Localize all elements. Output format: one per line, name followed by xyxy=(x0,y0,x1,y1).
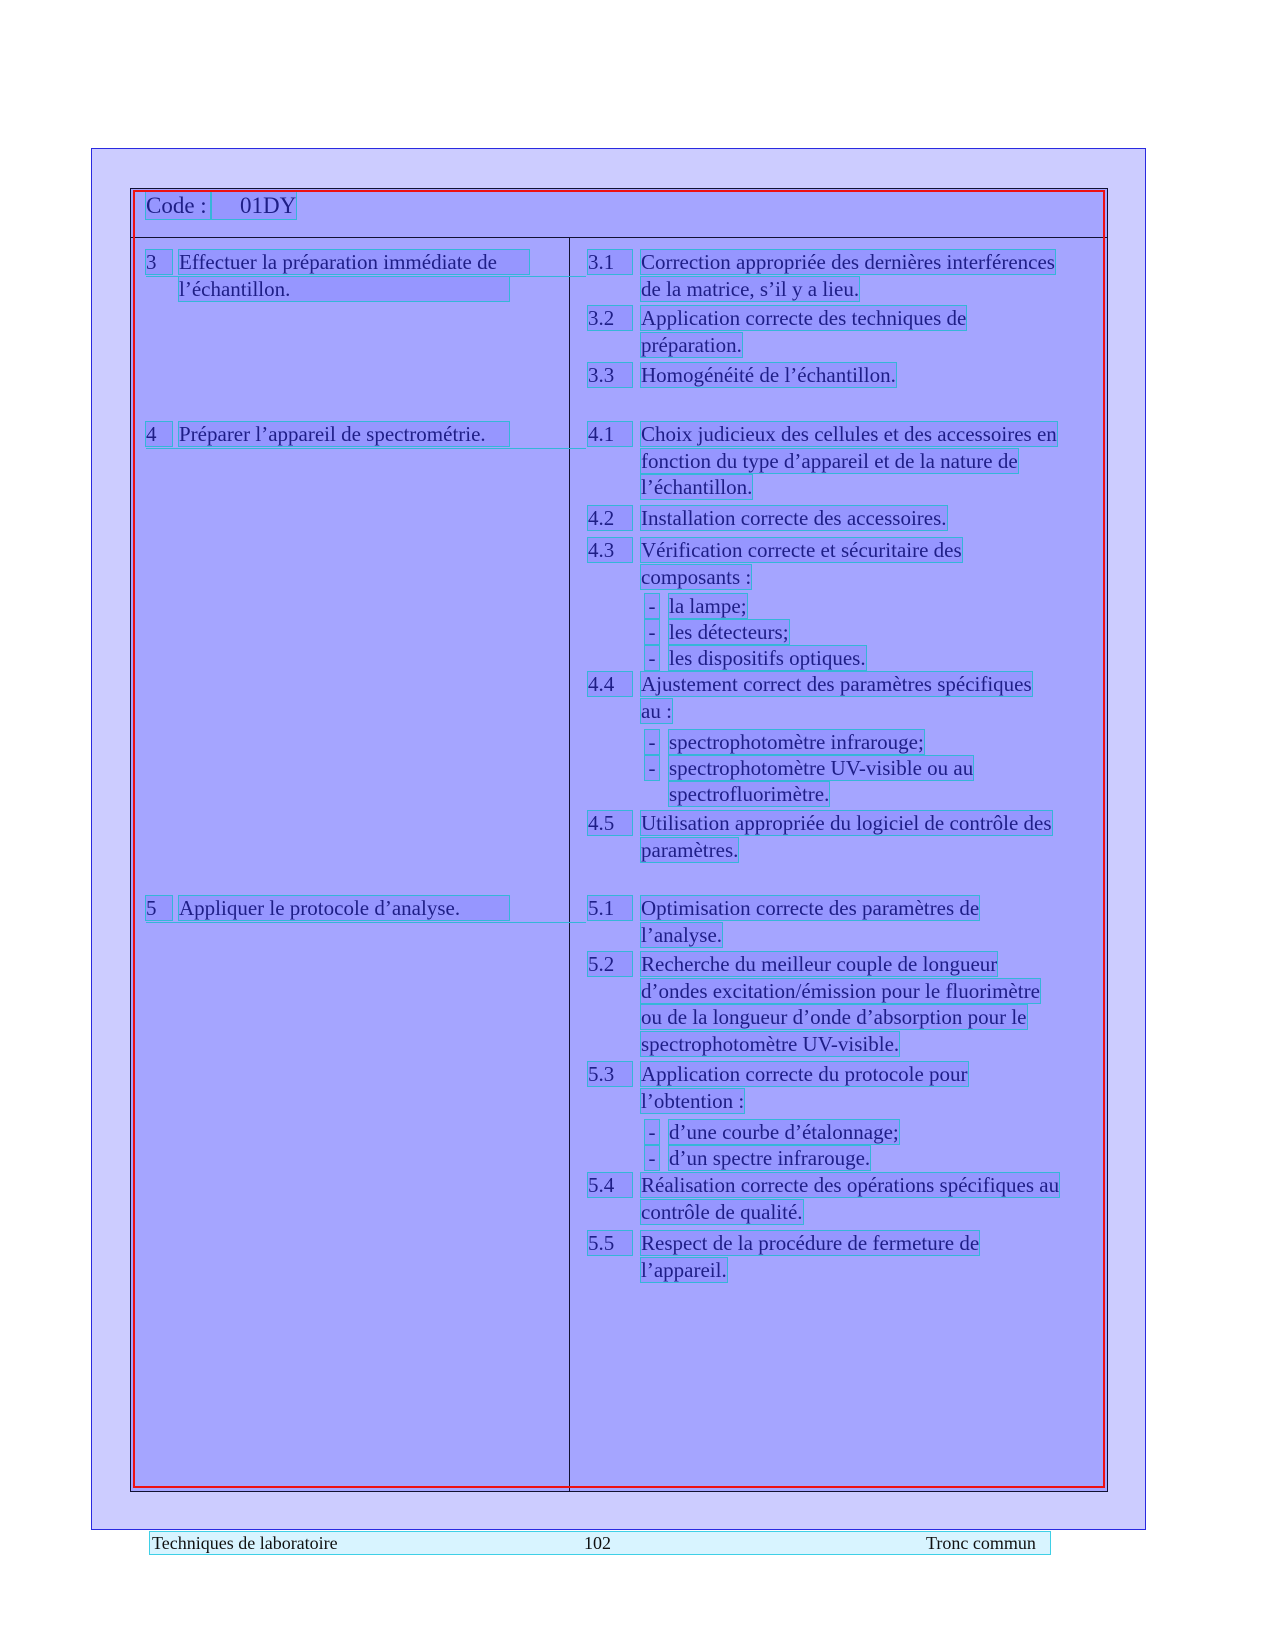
criterion-text-line: l’obtention : xyxy=(641,1088,745,1113)
section-title-line: Préparer l’appareil de spectrométrie. xyxy=(179,422,509,446)
criterion-text-line: préparation. xyxy=(641,332,742,357)
section-title-line: l’échantillon. xyxy=(179,277,509,301)
criterion-number: 4.5 xyxy=(588,811,632,835)
criterion-text-line: Homogénéité de l’échantillon. xyxy=(641,363,896,387)
criterion-text-line: Application correcte des techniques de xyxy=(641,306,967,330)
criterion-number: 5.5 xyxy=(588,1231,632,1255)
criterion-number: 5.3 xyxy=(588,1062,632,1086)
criterion-text-line: Respect de la procédure de fermeture de xyxy=(641,1231,980,1255)
bullet-text-line: la lampe; xyxy=(669,594,747,618)
criterion-text-line: spectrophotomètre UV-visible. xyxy=(641,1031,900,1056)
criterion-text-line: l’appareil. xyxy=(641,1257,727,1282)
criterion-number: 4.3 xyxy=(588,538,632,562)
criterion-text-line: Vérification correcte et sécuritaire des xyxy=(641,538,962,562)
row-guide-line xyxy=(146,276,586,277)
bullet-marker: - xyxy=(645,1120,659,1144)
bullet-marker: - xyxy=(645,756,659,780)
criterion-text-line: Utilisation appropriée du logiciel de contrôle des xyxy=(641,811,1052,835)
criterion-text-line: Optimisation correcte des paramètres de xyxy=(641,896,980,920)
code-value: 01DY xyxy=(212,192,296,219)
section-title-line: Effectuer la préparation immédiate de xyxy=(179,250,529,274)
bullet-marker: - xyxy=(645,1146,659,1170)
criterion-text-line: d’ondes excitation/émission pour le fluorimètre xyxy=(641,978,1040,1003)
criterion-text-line: Choix judicieux des cellules et des accessoires en xyxy=(641,422,1057,446)
criterion-text-line: Ajustement correct des paramètres spécifiques xyxy=(641,672,1032,696)
column-divider xyxy=(569,238,570,1491)
criterion-number: 3.3 xyxy=(588,363,632,387)
page-number: 102 xyxy=(584,1533,611,1553)
bullet-text-line: d’un spectre infrarouge. xyxy=(669,1146,871,1170)
bullet-marker: - xyxy=(645,594,659,618)
criterion-number: 4.4 xyxy=(588,672,632,696)
criterion-text-line: fonction du type d’appareil et de la nature de xyxy=(641,448,1018,473)
code-label: Code : xyxy=(146,192,210,219)
section-number: 4 xyxy=(146,422,172,446)
criterion-number: 5.2 xyxy=(588,952,632,976)
row-guide-line xyxy=(146,922,586,923)
bullet-marker: - xyxy=(645,646,659,670)
criterion-number: 4.1 xyxy=(588,422,632,446)
criterion-text-line: contrôle de qualité. xyxy=(641,1199,803,1224)
criterion-text-line: Application correcte du protocole pour xyxy=(641,1062,968,1086)
criterion-text-line: Réalisation correcte des opérations spécifiques au xyxy=(641,1173,1060,1197)
bullet-text-line: les détecteurs; xyxy=(669,620,789,644)
criterion-text-line: Recherche du meilleur couple de longueur xyxy=(641,952,998,976)
criterion-text-line: l’analyse. xyxy=(641,922,723,947)
page-footer xyxy=(150,1532,1050,1554)
criterion-text-line: au : xyxy=(641,698,672,723)
footer-right: Tronc commun xyxy=(926,1533,1036,1553)
bullet-text-line: spectrophotomètre infrarouge; xyxy=(669,730,924,754)
section-number: 3 xyxy=(146,250,172,274)
row-guide-line xyxy=(146,448,586,449)
bullet-marker: - xyxy=(645,730,659,754)
section-title-line: Appliquer le protocole d’analyse. xyxy=(179,896,509,920)
footer-left: Techniques de laboratoire xyxy=(152,1533,338,1553)
bullet-marker: - xyxy=(645,620,659,644)
bullet-text-line: spectrophotomètre UV-visible ou au xyxy=(669,756,974,780)
criterion-text-line: ou de la longueur d’onde d’absorption pour le xyxy=(641,1005,1027,1029)
criterion-text-line: paramètres. xyxy=(641,837,739,862)
criterion-text-line: l’échantillon. xyxy=(641,475,753,499)
criterion-text-line: de la matrice, s’il y a lieu. xyxy=(641,276,860,301)
header-rule xyxy=(130,237,1108,238)
criterion-text-line: Installation correcte des accessoires. xyxy=(641,506,947,530)
criterion-text-line: composants : xyxy=(641,564,752,589)
bullet-text-line: d’une courbe d’étalonnage; xyxy=(669,1120,899,1144)
criterion-number: 5.1 xyxy=(588,896,632,920)
criterion-number: 5.4 xyxy=(588,1173,632,1197)
bullet-text-line: spectrofluorimètre. xyxy=(669,782,830,806)
section-number: 5 xyxy=(146,896,172,920)
bullet-text-line: les dispositifs optiques. xyxy=(669,646,866,670)
criterion-number: 3.2 xyxy=(588,306,632,330)
criterion-number: 4.2 xyxy=(588,506,632,530)
criterion-text-line: Correction appropriée des dernières interférences xyxy=(641,250,1055,274)
criterion-number: 3.1 xyxy=(588,250,632,274)
